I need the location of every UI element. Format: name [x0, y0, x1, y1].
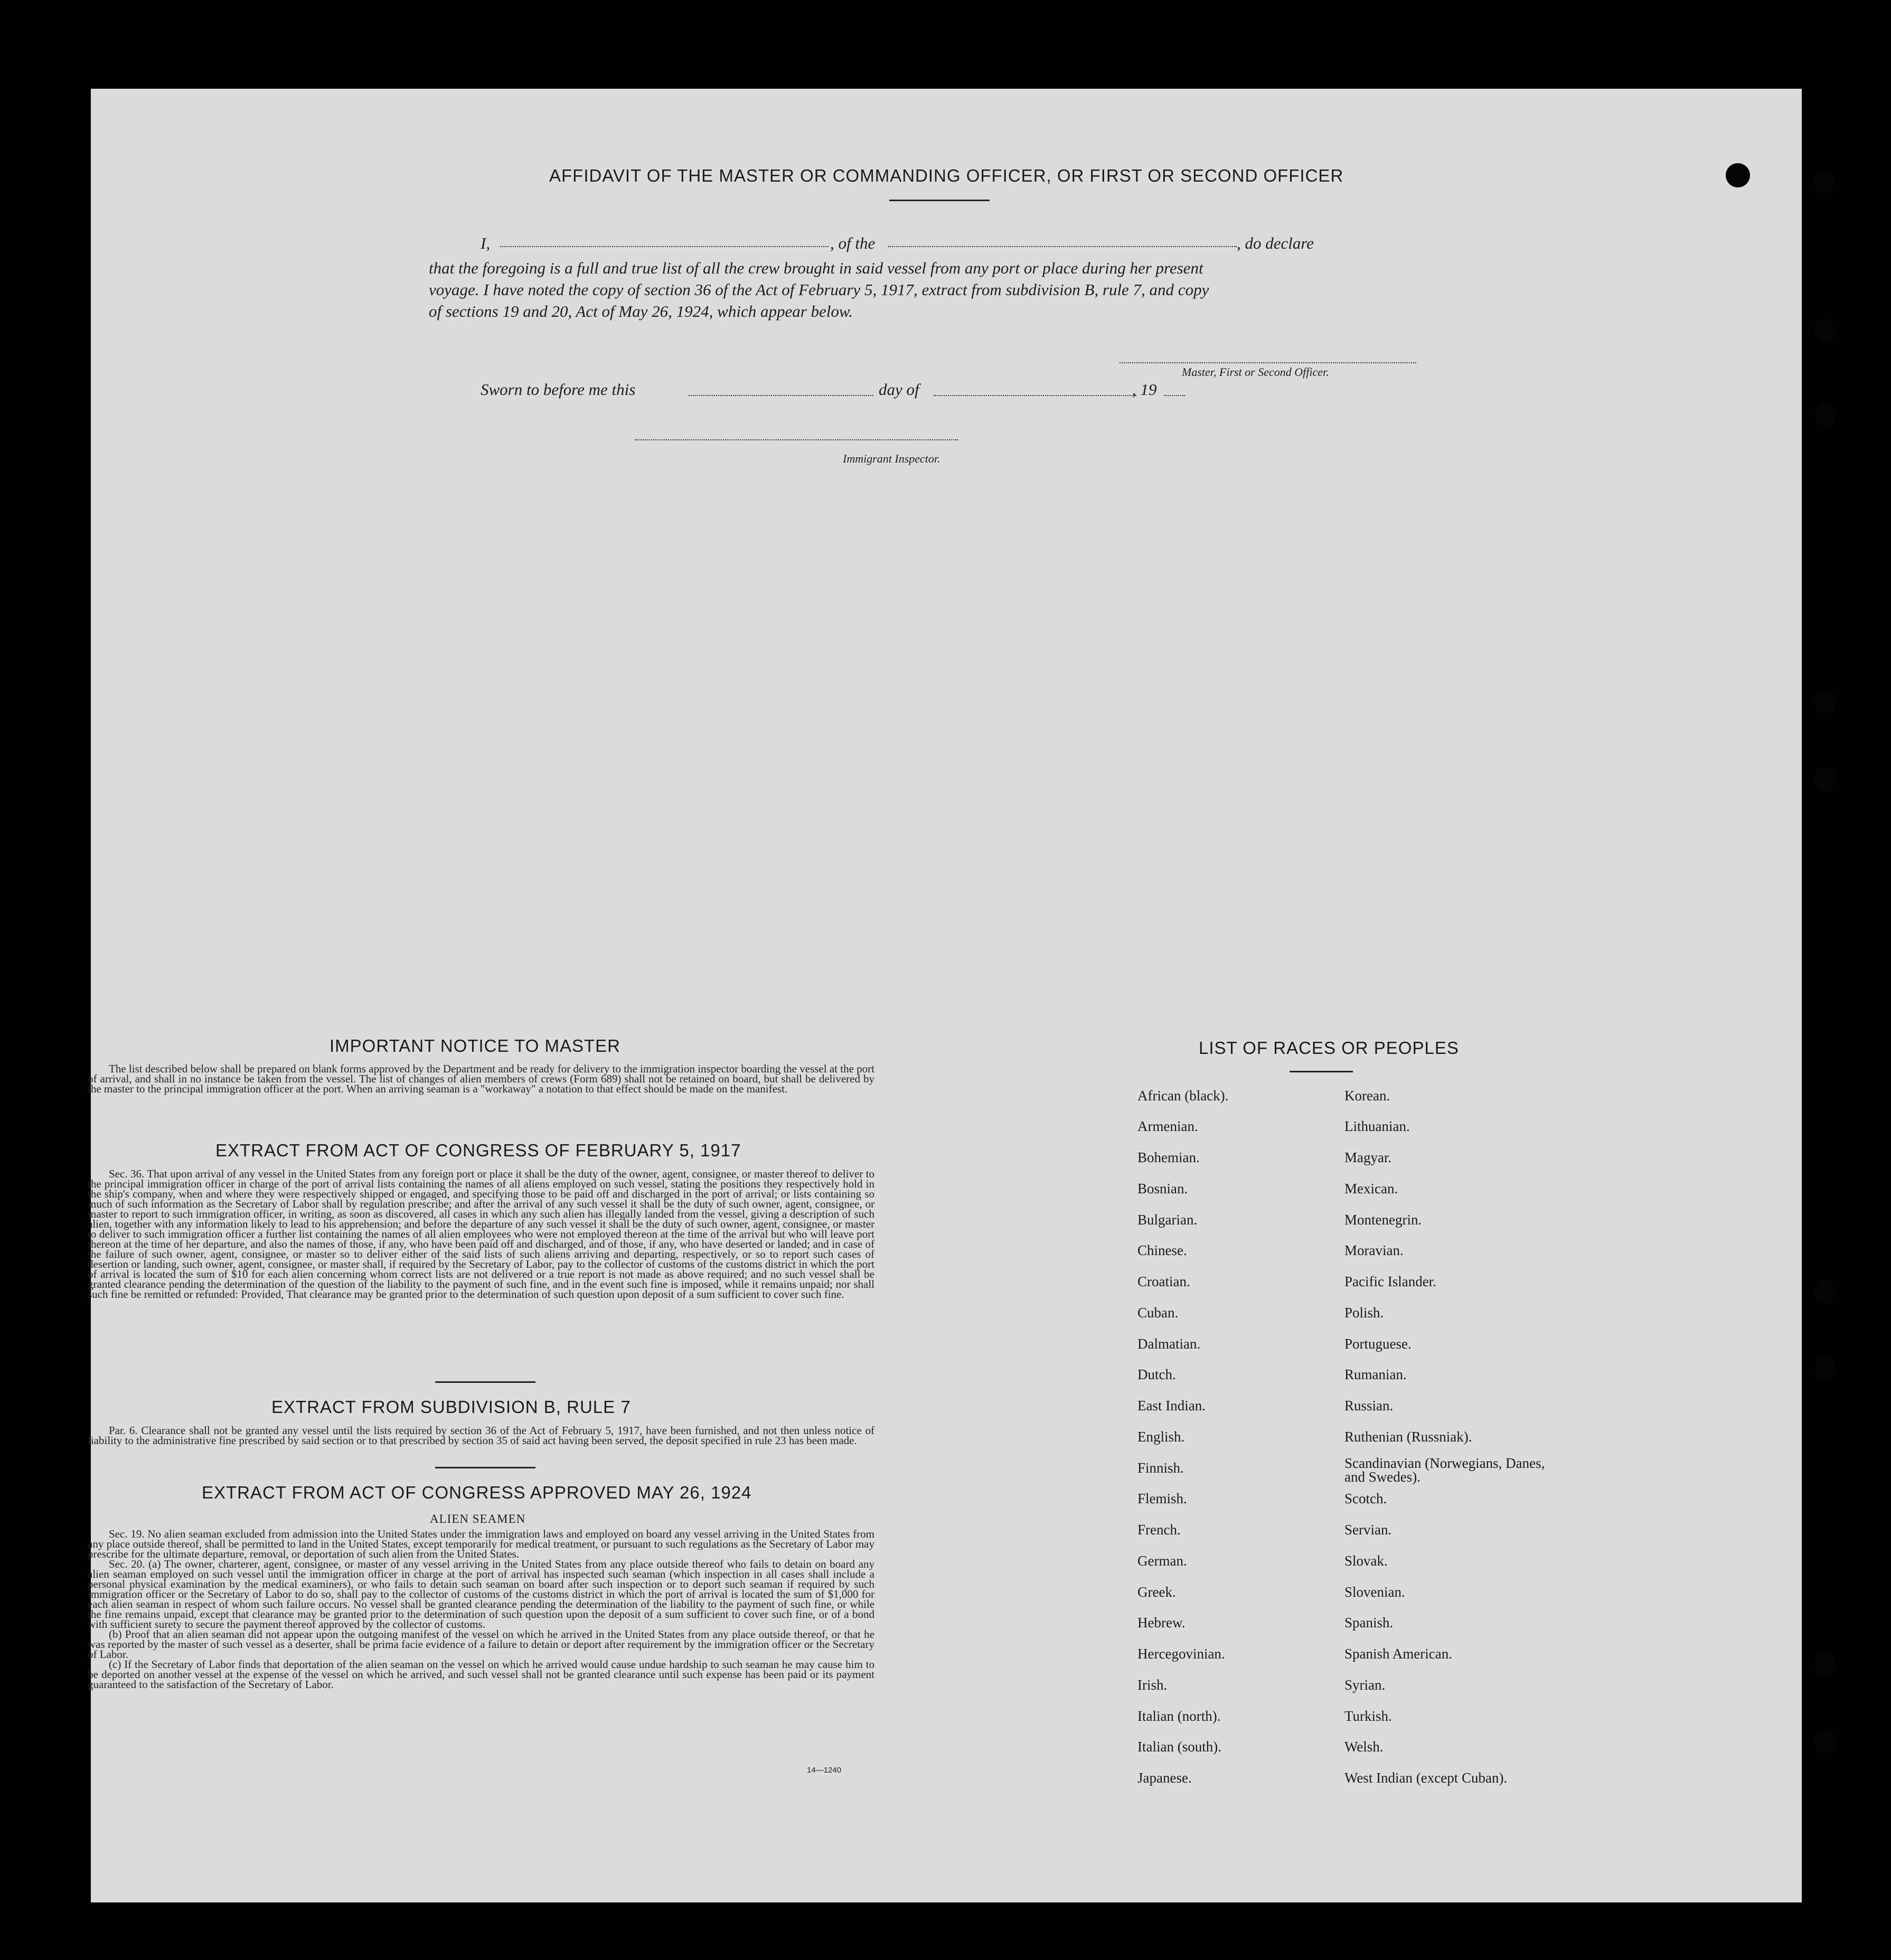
race-item: Polish. — [1344, 1305, 1384, 1321]
race-item: Hercegovinian. — [1137, 1646, 1225, 1662]
race-item: Mexican. — [1344, 1181, 1398, 1196]
race-item: East Indian. — [1137, 1398, 1206, 1414]
rule7-title: EXTRACT FROM SUBDIVISION B, RULE 7 — [271, 1397, 631, 1417]
sworn-month-field[interactable] — [934, 395, 1136, 396]
race-item: African (black). — [1137, 1088, 1229, 1104]
punch-hole — [1814, 1652, 1836, 1676]
sec20a-paragraph: Sec. 20. (a) The owner, charterer, agent, consignee, or master of any vessel arriving in the United States from any place outside thereof who fails to detain on board any alien seaman employed on such vessel until the immigration officer in charge at the port of arrival has inspected such seaman (which inspection in all cases shall include a personal physical examination by the medical examiners), or who fails to detain such seaman on board after such inspection or to deport such seaman if required by such immigration officer or the Secretary of Labor to do so, shall pay to the collector of customs of the customs district in which the port of arrival is located the sum of $1,000 for each alien seaman in respect of whom such failure occurs. No vessel shall be granted clearance pending the determination of the liability to the payment of such fine, or while the fine remains unpaid, except that clearance may be granted prior to the determination of such question upon the deposit of a sum sufficient to cover such fine, or of a bond with sufficient surety to secure the payment thereof approved by the collector of customs. — [88, 1558, 874, 1631]
race-item: Syrian. — [1344, 1677, 1386, 1693]
race-item: Spanish. — [1344, 1615, 1394, 1631]
affidavit-name-field[interactable] — [500, 246, 829, 247]
race-item: Slovak. — [1344, 1553, 1388, 1569]
extract-1924-divider — [435, 1467, 535, 1468]
punch-hole — [1814, 403, 1836, 427]
race-item: Ruthenian (Russniak). — [1344, 1429, 1472, 1445]
notice-text — [88, 1064, 874, 1094]
race-item: French. — [1137, 1522, 1181, 1538]
affidavit-vessel-field[interactable] — [888, 246, 1237, 247]
rule7-text — [88, 1426, 874, 1446]
race-item: Greek. — [1137, 1584, 1176, 1600]
races-title-rule — [1290, 1071, 1353, 1072]
affidavit-line1-of-the: , of the — [830, 234, 876, 252]
sworn-year-field[interactable] — [1164, 395, 1185, 396]
punch-hole — [1814, 690, 1836, 714]
race-item: Chinese. — [1137, 1242, 1187, 1258]
race-item: Armenian. — [1137, 1118, 1198, 1134]
race-item: Hebrew. — [1137, 1615, 1186, 1631]
alien-seamen-subtitle: ALIEN SEAMEN — [430, 1512, 526, 1525]
punch-hole — [1813, 170, 1834, 194]
race-item: Welsh. — [1344, 1739, 1384, 1755]
races-title: LIST OF RACES OR PEOPLES — [1199, 1038, 1459, 1058]
race-item: Dutch. — [1137, 1367, 1176, 1382]
affidavit-line3: voyage. I have noted the copy of section 36 of the Act of February 5, 1917, extract from subdivision B, rule 7, and copy — [429, 280, 1209, 299]
master-signature-field[interactable] — [1119, 362, 1416, 363]
affidavit-line4: of sections 19 and 20, Act of May 26, 1924, which appear below. — [429, 302, 853, 321]
sworn-day-field[interactable] — [689, 395, 873, 396]
race-item: German. — [1137, 1553, 1187, 1569]
race-item: Pacific Islander. — [1344, 1274, 1436, 1289]
document-sheet — [88, 89, 1802, 1902]
race-item: Japanese. — [1137, 1770, 1192, 1786]
race-item: Montenegrin. — [1344, 1212, 1422, 1228]
form-number: 14—1240 — [807, 1766, 842, 1775]
sec20b-paragraph: (b) Proof that an alien seaman did not appear upon the outgoing manifest of the vessel on which he arrived in the United States from any place outside thereof, or that he was reported by the master of such vessel as a deserter, shall be prima facie evidence of a failure to detain or deport after requirement by the immigration officer or the Secretary of Labor. — [88, 1628, 874, 1661]
race-item: Lithuanian. — [1344, 1118, 1410, 1134]
race-item: Scotch. — [1344, 1491, 1387, 1506]
extract-1917-title: EXTRACT FROM ACT OF CONGRESS OF FEBRUARY 5, 1917 — [215, 1141, 741, 1160]
punch-hole — [1814, 1280, 1836, 1304]
race-item: Bulgarian. — [1137, 1212, 1198, 1228]
race-item: Irish. — [1137, 1677, 1168, 1693]
master-signature-label: Master, First or Second Officer. — [1182, 365, 1329, 379]
race-item: Croatian. — [1137, 1274, 1190, 1289]
day-of-label: day of — [879, 380, 919, 399]
affidavit-title: AFFIDAVIT OF THE MASTER OR COMMANDING OFFICER, OR FIRST OR SECOND OFFICER — [549, 166, 1344, 185]
race-item: English. — [1137, 1429, 1185, 1445]
punch-hole — [1814, 318, 1836, 343]
inspector-signature-field[interactable] — [635, 439, 958, 440]
race-item: Spanish American. — [1344, 1646, 1452, 1662]
race-item: Turkish. — [1344, 1708, 1392, 1724]
punch-hole — [1814, 767, 1836, 791]
race-item: Portuguese. — [1344, 1336, 1412, 1352]
race-item: Magyar. — [1344, 1149, 1392, 1165]
year-prefix-label: , 19 — [1132, 380, 1157, 399]
rule7-divider — [435, 1381, 535, 1383]
punch-hole — [1814, 1729, 1836, 1753]
race-item: Italian (south). — [1137, 1739, 1221, 1755]
punch-hole — [1814, 1356, 1836, 1380]
affidavit-line1-i: I, — [481, 234, 491, 252]
race-item: Flemish. — [1137, 1491, 1187, 1506]
race-item: Russian. — [1344, 1398, 1394, 1414]
race-item: Servian. — [1344, 1522, 1392, 1538]
notice-paragraph: The list described below shall be prepared on blank forms approved by the Department and be ready for delivery to the immigration inspector boarding the vessel at the port of arrival, and shall in no instance be taken from the vessel. The list of changes of alien members of crews (Form 689) shall not be retained on board, but shall be delivered by the master to the principal immigration officer at the port. When an arriving seaman is a "workaway" a notation to that effect should be made on the manifest. — [88, 1062, 874, 1095]
sec36-paragraph: Sec. 36. That upon arrival of any vessel in the United States from any foreign port or place it shall be the duty of the owner, agent, consignee, or master thereof to deliver to the principal immigration officer in charge of the port of arrival lists containing the names of all aliens employed on such vessel, stating the positions they respectively hold in the ship's company, when and where they were respectively shipped or engaged, and specifying those to be paid off and discharged in the port of arrival; or lists containing so much of such information as the Secretary of Labor shall by regulation prescribe; and after the arrival of any such vessel it shall be the duty of such owner, agent, consignee, or master to report to such immigration officer, in writing, as soon as discovered, all cases in which any such alien has illegally landed from the vessel, giving a description of such alien, together with any information likely to lead to his apprehension; and before the departure of any such vessel it shall be the duty of such owner, agent, consignee, or master to deliver to such immigration officer a further list containing the names of all alien employees who were not employed thereon at the time of the arrival but who will leave port thereon at the time of her departure, and also the names of those, if any, who have been paid off and discharged, and of those, if any, who have deserted or landed; and in case of the failure of such owner, agent, consignee, or master so to deliver either of the said lists of such aliens arriving and departing, respectively, or so to report such cases of desertion or landing, such owner, agent, consignee, or master shall, if required by the Secretary of Labor, pay to the collector of customs of the customs district in which the port of arrival is located the sum of $10 for each alien concerning whom correct lists are not delivered or a true report is not made as above required; and no such vessel shall be granted clearance pending the determination of the question of the liability to the payment of such fine, and in the event such fine is imposed, while it remains unpaid; nor shall such fine be remitted or refunded: Provided, That clearance may be granted prior to the determination of such question upon deposit of a sum sufficient to cover such fine. — [88, 1167, 874, 1301]
race-item: Dalmatian. — [1137, 1336, 1201, 1352]
sec19-paragraph: Sec. 19. No alien seaman excluded from admission into the United States under the immigration laws and employed on board any vessel arriving in the United States from any place outside thereof, shall be permitted to land in the United States, except temporarily for medical treatment, or pursuant to such regulations as the Secretary of Labor may prescribe for the ultimate departure, removal, or deportation of such alien from the United States. — [88, 1528, 874, 1560]
race-item: Rumanian. — [1344, 1367, 1407, 1382]
race-item: Scandinavian (Norwegians, Danes, and Swedes). — [1344, 1455, 1545, 1485]
race-item: Moravian. — [1344, 1242, 1404, 1258]
race-item: Korean. — [1344, 1088, 1390, 1104]
sec20c-paragraph: (c) If the Secretary of Labor finds that deportation of the alien seaman on the vessel on which he arrived would cause undue hardship to such seaman he may cause him to be deported on another vessel at the expense of the vessel on which he arrived, and such vessel shall not be granted clearance until such expense has been paid or its payment guaranteed to the satisfaction of the Secretary of Labor. — [88, 1658, 874, 1691]
inspector-label: Immigrant Inspector. — [843, 452, 940, 465]
affidavit-title-rule — [889, 200, 990, 201]
race-item: Finnish. — [1137, 1460, 1184, 1476]
par6-paragraph: Par. 6. Clearance shall not be granted any vessel until the lists required by section 36 of the Act of February 5, 1917, have been furnished, and not then unless notice of liability to the administrative fine prescribed by said section or to that prescribed by section 35 of said act having been served, the deposit specified in rule 23 has been made. — [88, 1424, 874, 1447]
extract-1924-title: EXTRACT FROM ACT OF CONGRESS APPROVED MAY 26, 1924 — [202, 1483, 752, 1502]
sworn-label: Sworn to before me this — [481, 380, 636, 399]
affidavit-line1-declare: , do declare — [1237, 234, 1314, 252]
race-item: Cuban. — [1137, 1305, 1179, 1321]
race-item: Bosnian. — [1137, 1181, 1188, 1196]
race-item: Slovenian. — [1344, 1584, 1405, 1600]
race-item: Italian (north). — [1137, 1708, 1221, 1724]
race-item: West Indian (except Cuban). — [1344, 1770, 1508, 1786]
race-item: Bohemian. — [1137, 1149, 1200, 1165]
punch-hole — [1726, 163, 1750, 187]
extract-1917-text — [88, 1169, 874, 1299]
notice-title: IMPORTANT NOTICE TO MASTER — [330, 1036, 621, 1056]
extract-1924-text — [88, 1529, 874, 1690]
affidavit-line2: that the foregoing is a full and true list of all the crew brought in said vessel from any port or place during her present — [429, 259, 1203, 277]
